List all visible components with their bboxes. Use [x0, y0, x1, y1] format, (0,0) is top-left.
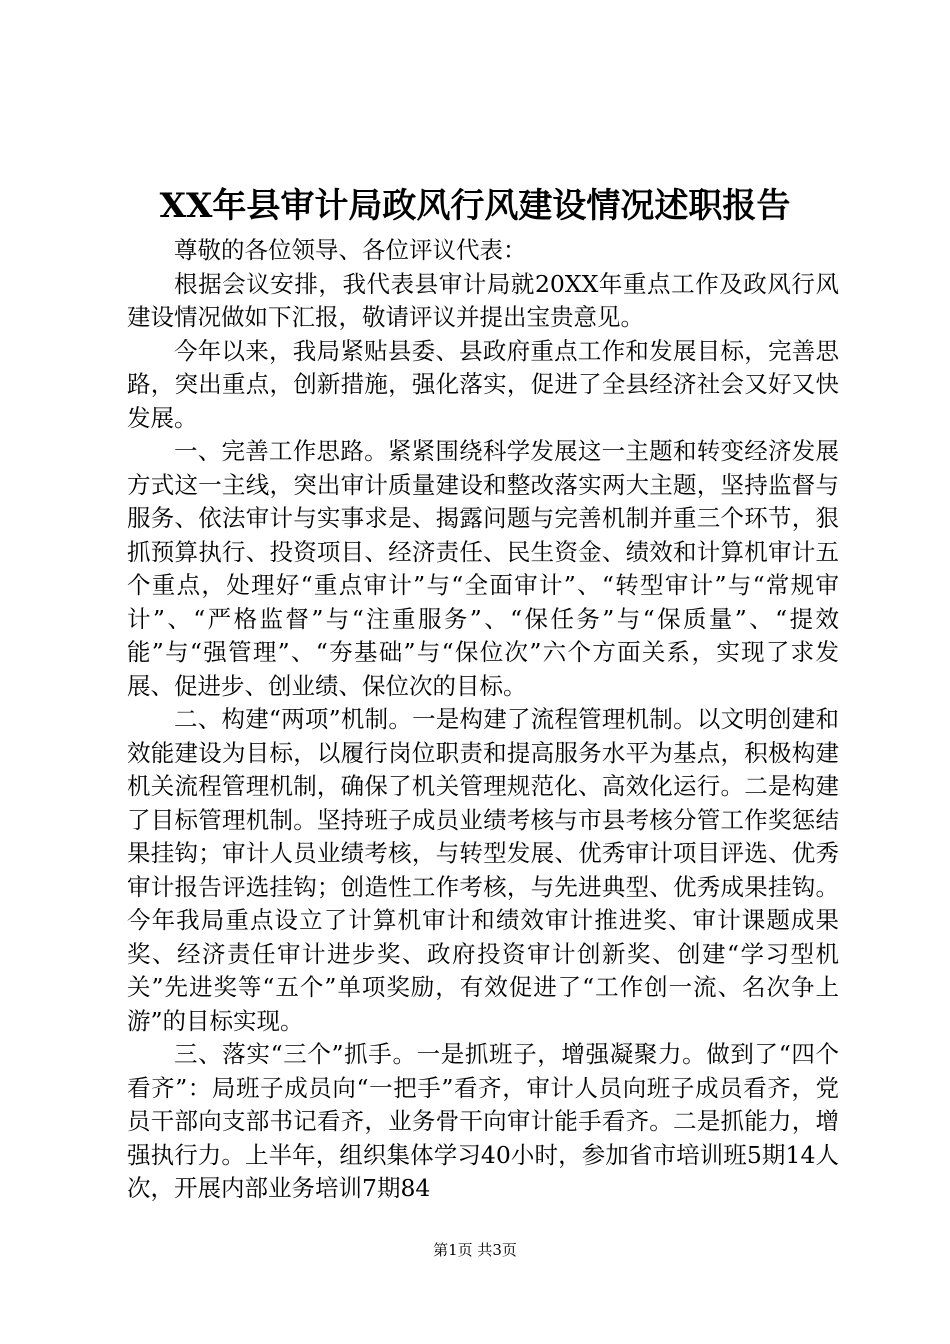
salutation-paragraph: 尊敬的各位领导、各位评议代表：: [174, 236, 527, 264]
document-title: XX年县审计局政风行风建设情况述职报告: [159, 186, 791, 226]
section-2-paragraph: 二、构建“两项”机制。一是构建了流程管理机制。以文明创建和效能建设为目标，以履行岗位职责和提高服务水平为基点，积极构建机关流程管理机制，确保了机关管理规范化、高效化运行。二是构建了目标管理机制。坚持班子成员业绩考核与市县考核分管工作奖惩结果挂钩；审计人员业绩考核，与转型发展、优秀审计项目评选、优秀审计报告评选挂钩；创造性工作考核，与先进典型、优秀成果挂钩。今年我局重点设立了计算机审计和绩效审计推进奖、审计课题成果奖、经济责任审计进步奖、政府投资审计创新奖、创建“学习型机关”先进奖等“五个”单项奖励，有效促进了“工作创一流、名次争上游”的目标实现。: [127, 705, 839, 1035]
overview-paragraph: 今年以来，我局紧贴县委、县政府重点工作和发展目标，完善思路，突出重点，创新措施，强化落实，促进了全县经济社会又好又快发展。: [127, 336, 839, 432]
section-3-paragraph: 三、落实“三个”抓手。一是抓班子，增强凝聚力。做到了“四个看齐”：局班子成员向“一把手”看齐，审计人员向班子成员看齐，党员干部向支部书记看齐，业务骨干向审计能手看齐。二是抓能力，增强执行力。上半年，组织集体学习40小时，参加省市培训班5期14人次，开展内部业务培训7期84: [127, 1040, 839, 1202]
intro-paragraph: 根据会议安排，我代表县审计局就20XX年重点工作及政风行风建设情况做如下汇报，敬请评议并提出宝贵意见。: [127, 269, 839, 331]
section-1-paragraph: 一、完善工作思路。紧紧围绕科学发展这一主题和转变经济发展方式这一主线，突出审计质量建设和整改落实两大主题，坚持监督与服务、依法审计与实事求是、揭露问题与完善机制并重三个环节，狠抓预算执行、投资项目、经济责任、民生资金、绩效和计算机审计五个重点，处理好“重点审计”与“全面审计”、“转型审计”与“常规审计”、“严格监督”与“注重服务”、“保任务”与“保质量”、“提效能”与“强管理”、“夯基础”与“保位次”六个方面关系，实现了求发展、促进步、创业绩、保位次的目标。: [127, 437, 839, 700]
document-body: [127, 234, 839, 1206]
page-number-footer: 第1页 共3页: [433, 1241, 517, 1259]
